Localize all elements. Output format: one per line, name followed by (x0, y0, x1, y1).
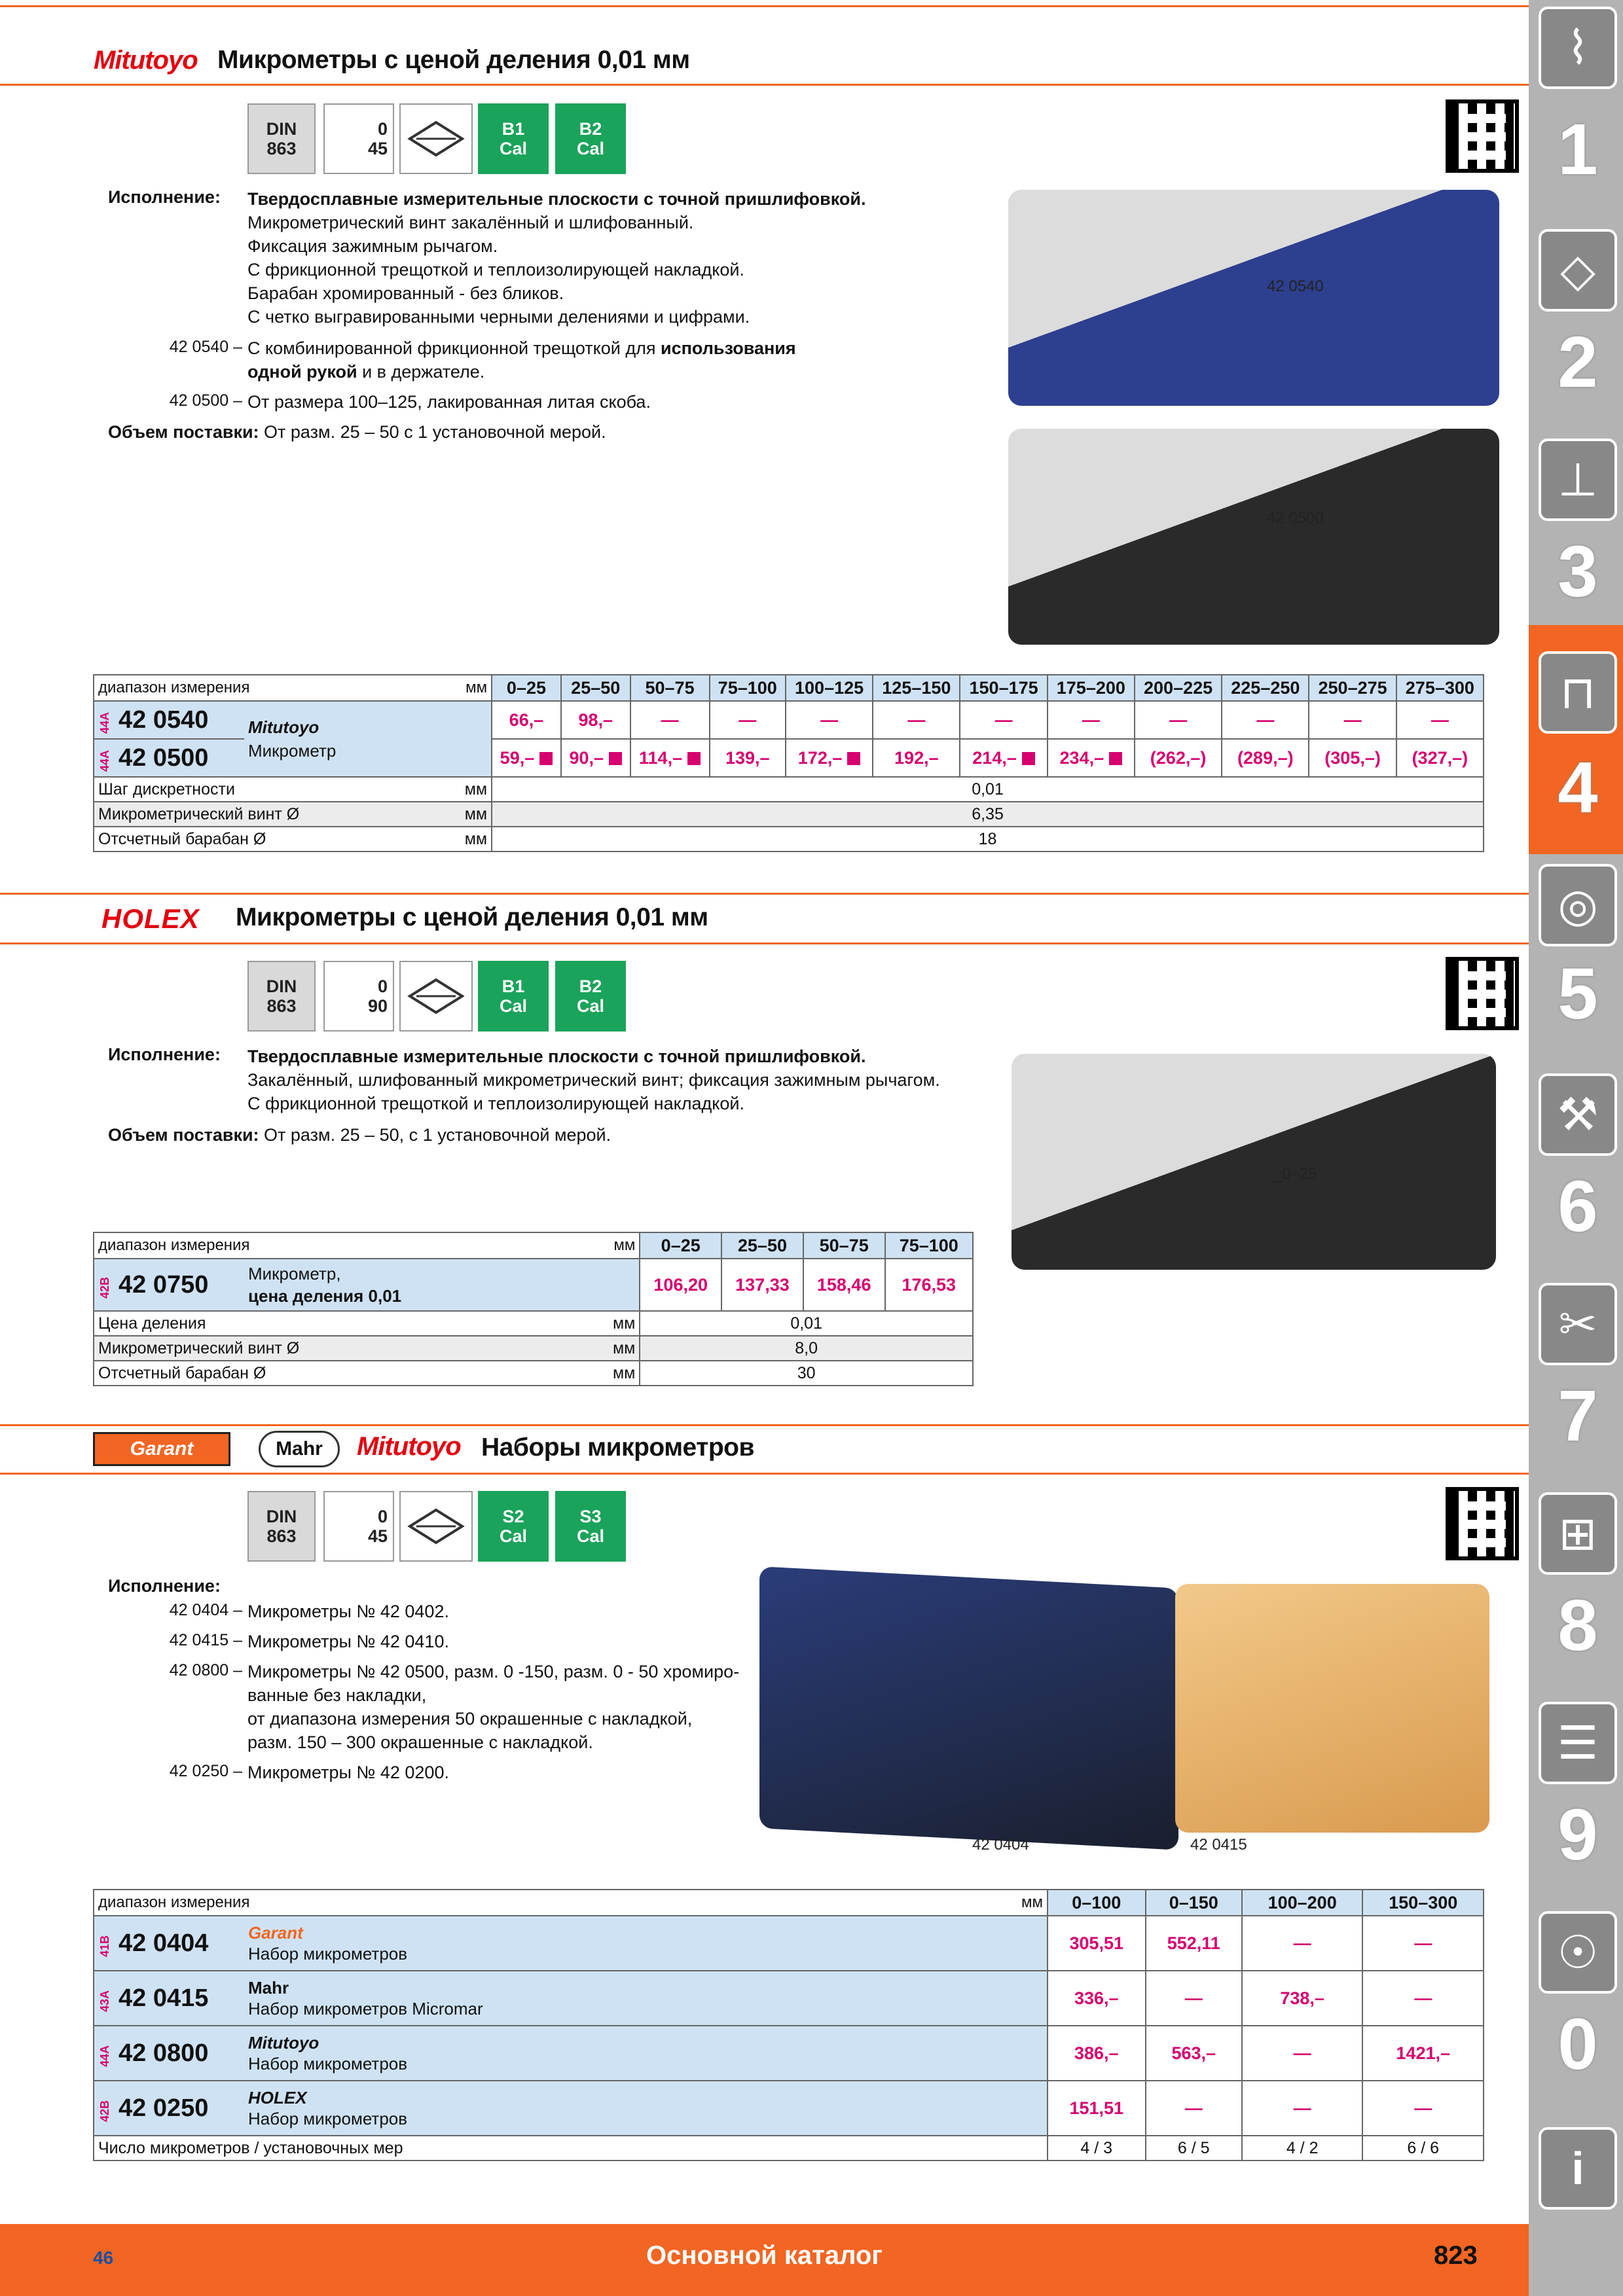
brand-logo-mahr: Mahr (259, 1431, 340, 1467)
item-code: 42 0250 – (169, 1762, 242, 1780)
chapter-number[interactable]: 9 (1558, 1795, 1598, 1875)
cabinet-icon[interactable]: ☰ (1539, 1702, 1617, 1784)
product-image-micrometer-holex (1012, 1054, 1496, 1270)
range-badge: 0 45 (323, 1491, 394, 1562)
price-table-3: диапазон измерения мм 0–100 0–150 100–200 150–300 41B 42 0404 Garant Набор микрометров 305,51 552,11 — — 43A 42 0415 Mahr Набор микрометров Micromar 336,– — 738,– — 44A 42 0800 Mitutoyo Набор микрометров 386,– 563,– — 1421,– 42B 42 0250 HOLEX Набор микрометров 151,51 — — — Число микрометров / установочных мер 4 / 3 6 / 5 4 / 2 6 / 6 (93, 1889, 1484, 2161)
note-code: 42 0540 – (169, 338, 242, 356)
tool-holder-icon[interactable]: ⊥ (1539, 439, 1617, 521)
safety-glasses-icon[interactable]: ☉ (1539, 1911, 1617, 1994)
image-caption: 42 0415 (1190, 1836, 1247, 1854)
spec-row: Цена деления мм 0,01 (94, 1311, 973, 1336)
item-text: ванные без накладки, (247, 1685, 427, 1705)
exec-line: С четко выгравированными черными делениями и цифрами. (247, 307, 750, 327)
spec-row: Шаг дискретности мм 0,01 (94, 777, 1484, 802)
caliper-icon[interactable]: ⊓ (1539, 651, 1617, 734)
pliers-icon[interactable]: ✂ (1539, 1283, 1617, 1365)
image-caption: 42 0540 (1267, 278, 1324, 295)
product-image-micrometer-set-case (759, 1566, 1178, 1850)
item-text: от диапазона измерения 50 окрашенные с накладкой, (247, 1709, 693, 1729)
chapter-number[interactable]: 8 (1558, 1585, 1598, 1666)
brand-logo-holex: HOLEX (101, 903, 200, 934)
price-table-2: диапазон измерения мм 0–25 25–50 50–75 75–100 42B 42 0750 Микрометр, цена деления 0,01 106,20 137,33 158,46 176,53 Цена деления мм 0,01 Микрометрический винт Ø мм 8,0 Отсчетный барабан Ø мм 30 (93, 1232, 974, 1386)
calibration-badge-2: S3 Cal (555, 1491, 626, 1562)
table-row: 42B 42 0250 HOLEX Набор микрометров 151,51 — — — (94, 2081, 1484, 2136)
info-icon[interactable]: i (1539, 2127, 1617, 2210)
brand-logo-mitutoyo: Mitutoyo (94, 46, 198, 75)
table-row: 44A 42 0800 Mitutoyo Набор микрометров 386,– 563,– — 1421,– (94, 2026, 1484, 2081)
spec-row: Число микрометров / установочных мер 4 / 3 6 / 5 4 / 2 6 / 6 (94, 2136, 1484, 2161)
item-text: Микрометры № 42 0200. (247, 1763, 449, 1782)
flat-surface-icon (399, 103, 473, 174)
image-caption: _0–25 (1273, 1165, 1317, 1183)
calibration-badge-2: B2 Cal (555, 961, 626, 1031)
image-caption: 42 0500 (1267, 509, 1324, 527)
wrench-icon[interactable]: ⚒ (1539, 1073, 1617, 1156)
section-title: Наборы микрометров (481, 1433, 754, 1462)
supply-text: Объем поставки: От разм. 25 – 50 с 1 установочной мерой. (108, 422, 606, 442)
calibration-badge-1: B1 Cal (478, 103, 549, 174)
exec-line: С фрикционной трещоткой и теплоизолирующей накладкой. (247, 1094, 744, 1113)
spec-row: Микрометрический винт Ø мм 6,35 (94, 802, 1484, 827)
chapter-number[interactable]: 5 (1558, 954, 1598, 1034)
exec-line-bold: Твердосплавные измерительные плоскости с точной пришлифовкой. (247, 1047, 866, 1066)
table-row: 42B 42 0750 Микрометр, цена деления 0,01 106,20 137,33 158,46 176,53 (94, 1259, 973, 1311)
flat-surface-icon (399, 1491, 473, 1562)
chapter-number[interactable]: 1 (1558, 109, 1598, 190)
supply-text: Объем поставки: От разм. 25 – 50, с 1 установочной мерой. (108, 1125, 611, 1145)
exec-line: С фрикционной трещоткой и теплоизолирующей накладкой. (247, 260, 744, 279)
spec-row: Отсчетный барабан Ø мм 30 (94, 1361, 973, 1386)
note-text: От размера 100–125, лакированная литая скоба. (247, 392, 651, 412)
workbench-icon[interactable]: ⊞ (1539, 1492, 1617, 1575)
item-text: Микрометры № 42 0402. (247, 1602, 449, 1621)
note-text: одной рукой и в держателе. (247, 362, 485, 382)
calibration-badge-1: S2 Cal (478, 1491, 549, 1562)
range-badge: 0 90 (323, 961, 394, 1031)
qr-code[interactable] (1446, 99, 1519, 173)
footer-title: Основной каталог (646, 2241, 883, 2270)
brand-logo-garant: Garant (93, 1432, 230, 1466)
item-code: 42 0800 – (169, 1661, 242, 1679)
exec-line: Микрометрический винт закалённый и шлифованный. (247, 213, 694, 232)
item-text: разм. 150 – 300 окрашенные с накладкой. (247, 1732, 593, 1752)
exec-line: Закалённый, шлифованный микрометрический винт; фиксация зажимным рычагом. (247, 1070, 940, 1090)
note-text: С комбинированной фрикционной трещоткой для использования (247, 338, 796, 358)
table-row: 44A 42 0500 59,– 90,– 114,– 139,– 172,– 192,– 214,– 234,– (262,–) (289,–) (305,–) (327,–) (94, 739, 1484, 777)
insert-icon[interactable]: ◇ (1539, 229, 1617, 312)
din-badge: DIN 863 (247, 103, 316, 174)
calibration-badge-2: B2 Cal (555, 103, 626, 174)
product-image-micrometer-black (1008, 429, 1499, 645)
note-code: 42 0500 – (169, 391, 242, 410)
table-row: 44A 42 0540 Mitutoyo Микрометр 66,– 98,– — — — — — — — — — — (94, 701, 1484, 739)
exec-line: Барабан хромированный - без бликов. (247, 283, 564, 303)
chapter-number[interactable]: 2 (1558, 322, 1598, 403)
chapter-number[interactable]: 4 (1558, 747, 1598, 828)
section-title: Микрометры с ценой деления 0,01 мм (236, 903, 708, 931)
spec-row: Микрометрический винт Ø мм 8,0 (94, 1336, 973, 1361)
table-row: 41B 42 0404 Garant Набор микрометров 305,51 552,11 — — (94, 1916, 1484, 1971)
section-title: Микрометры с ценой деления 0,01 мм (217, 46, 690, 74)
exec-line: Фиксация зажимным рычагом. (247, 236, 498, 256)
flat-surface-icon (399, 961, 473, 1031)
qr-code[interactable] (1446, 1487, 1519, 1560)
chapter-number[interactable]: 3 (1558, 531, 1598, 612)
din-badge: DIN 863 (247, 1491, 316, 1562)
chapter-number[interactable]: 0 (1558, 2004, 1598, 2085)
exec-label: Исполнение: (108, 1045, 221, 1064)
footer-page-right: 823 (1434, 2241, 1478, 2270)
price-table-1: диапазон измерения мм 0–25 25–50 50–75 75–100 100–125 125–150 150–175 175–200 200–225 225–250 250–275 275–300 44A 42 0540 Mitutoyo Микрометр 66,– 98,– — — — — — — — — — — 44A 42 0500 59,– 90,– 114,– 139,– 172,– 192,– 214,– 234,– (262,–) (289,–) (305,–) (327,–) Шаг дискретности мм 0,01 Микрометрический винт Ø мм 6,35 Отсчетный барабан Ø мм 18 (93, 674, 1484, 852)
chapter-number[interactable]: 6 (1558, 1166, 1598, 1247)
exec-label: Исполнение: (108, 187, 221, 207)
item-text: Микрометры № 42 0500, разм. 0 -150, разм. 0 - 50 хромиро- (247, 1662, 740, 1681)
saw-icon[interactable]: ◎ (1539, 864, 1617, 946)
product-image-micrometer-blue (1008, 190, 1499, 406)
footer-page-left: 46 (93, 2248, 114, 2268)
range-badge: 0 45 (323, 103, 394, 174)
spec-row: Отсчетный барабан Ø мм 18 (94, 827, 1484, 852)
product-image-micrometer-set-wooden (1175, 1584, 1489, 1833)
item-code: 42 0404 – (169, 1601, 242, 1619)
brand-logo-mitutoyo: Mitutoyo (357, 1432, 461, 1461)
exec-label: Исполнение: (108, 1576, 221, 1596)
item-code: 42 0415 – (169, 1631, 242, 1649)
din-badge: DIN 863 (247, 961, 316, 1031)
qr-code[interactable] (1446, 957, 1519, 1030)
image-caption: 42 0404 (972, 1836, 1029, 1854)
item-text: Микрометры № 42 0410. (247, 1632, 449, 1651)
chapter-number[interactable]: 7 (1558, 1376, 1598, 1456)
drill-icon[interactable]: ⌇ (1539, 7, 1617, 89)
exec-line-bold: Твердосплавные измерительные плоскости с точной пришлифовкой. (247, 189, 866, 209)
calibration-badge-1: B1 Cal (478, 961, 549, 1031)
table-row: 43A 42 0415 Mahr Набор микрометров Micromar 336,– — 738,– — (94, 1971, 1484, 2026)
